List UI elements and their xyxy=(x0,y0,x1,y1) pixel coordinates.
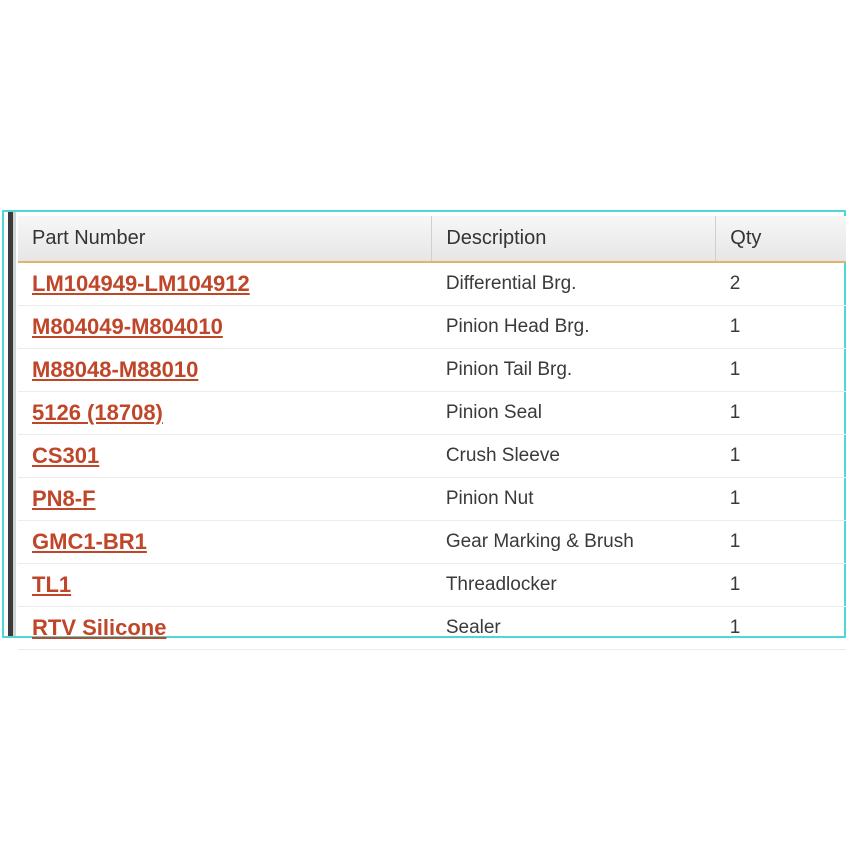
table-row xyxy=(18,521,846,564)
parts-table xyxy=(18,216,846,650)
table-row xyxy=(18,478,846,521)
part-number-link[interactable]: GMC1-BR1 xyxy=(32,529,147,554)
description-cell: Differential Brg. xyxy=(432,262,716,306)
qty-cell: 2 xyxy=(716,262,846,306)
part-number-cell xyxy=(18,478,432,521)
description-cell: Pinion Tail Brg. xyxy=(432,349,716,392)
description-cell: Pinion Nut xyxy=(432,478,716,521)
description-cell: Threadlocker xyxy=(432,564,716,607)
qty-cell: 1 xyxy=(716,392,846,435)
header-description[interactable]: Description xyxy=(432,216,716,262)
table-row xyxy=(18,349,846,392)
qty-cell: 1 xyxy=(716,564,846,607)
description-cell: Crush Sleeve xyxy=(432,435,716,478)
part-number-cell xyxy=(18,262,432,306)
table-header-row xyxy=(18,216,846,262)
header-qty[interactable]: Qty xyxy=(716,216,846,262)
part-number-cell xyxy=(18,435,432,478)
part-number-link[interactable]: M804049-M804010 xyxy=(32,314,223,339)
table-row xyxy=(18,392,846,435)
part-number-link[interactable]: LM104949-LM104912 xyxy=(32,271,250,296)
part-number-cell xyxy=(18,564,432,607)
part-number-link[interactable]: M88048-M88010 xyxy=(32,357,199,382)
description-cell: Gear Marking & Brush xyxy=(432,521,716,564)
parts-table-frame xyxy=(2,210,846,638)
description-cell: Sealer xyxy=(432,607,716,650)
part-number-cell xyxy=(18,607,432,650)
left-edge-bar-inner xyxy=(13,212,16,636)
part-number-cell xyxy=(18,349,432,392)
table-row xyxy=(18,564,846,607)
qty-cell: 1 xyxy=(716,349,846,392)
qty-cell: 1 xyxy=(716,435,846,478)
qty-cell: 1 xyxy=(716,306,846,349)
description-cell: Pinion Head Brg. xyxy=(432,306,716,349)
table-row xyxy=(18,607,846,650)
part-number-link[interactable]: TL1 xyxy=(32,572,72,597)
qty-cell: 1 xyxy=(716,521,846,564)
part-number-link[interactable]: PN8-F xyxy=(32,486,96,511)
part-number-cell xyxy=(18,392,432,435)
part-number-link[interactable]: CS301 xyxy=(32,443,100,468)
table-row xyxy=(18,262,846,306)
part-number-link[interactable]: RTV Silicone xyxy=(32,615,167,640)
description-cell: Pinion Seal xyxy=(432,392,716,435)
qty-cell: 1 xyxy=(716,607,846,650)
part-number-link[interactable]: 5126 (18708) xyxy=(32,400,163,425)
table-row xyxy=(18,435,846,478)
part-number-cell xyxy=(18,306,432,349)
qty-cell: 1 xyxy=(716,478,846,521)
header-part-number[interactable]: Part Number xyxy=(18,216,432,262)
part-number-cell xyxy=(18,521,432,564)
table-row xyxy=(18,306,846,349)
